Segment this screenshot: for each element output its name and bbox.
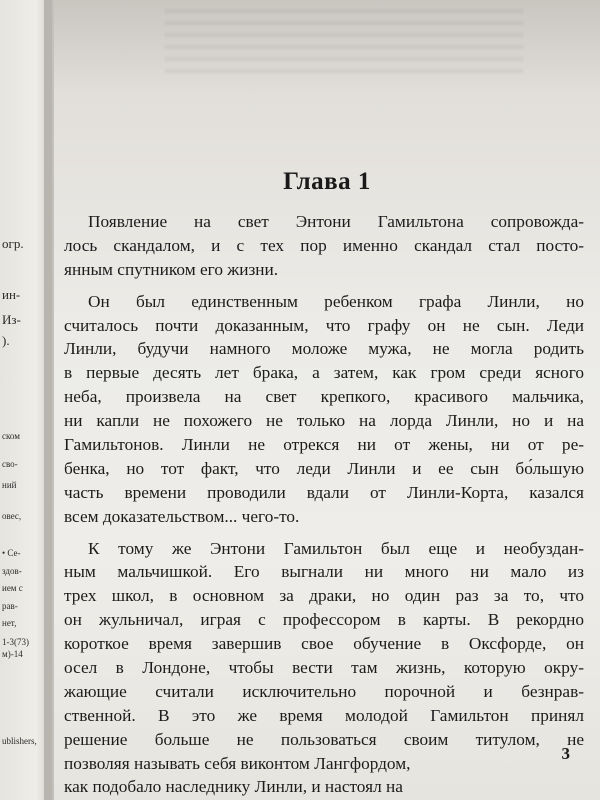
text-line: считалось почти доказанным, что графу он не сын. Леди [64, 315, 584, 335]
left-page-fragment: ском [2, 431, 20, 441]
left-page-fragment: огр. [2, 236, 24, 251]
text-line: решение больше не пользоваться своим титулом, не [64, 729, 584, 749]
text-line: янным спутником его жизни. [64, 259, 279, 279]
left-page-fragment: рав- [2, 601, 18, 611]
show-through-text [164, 0, 524, 90]
text-line: лось скандалом, и с тех пор именно скандал стал посто- [64, 235, 584, 255]
left-page-fragment: нет, [2, 618, 17, 628]
text-line: ственной. В это же время молодой Гамильтон принял [64, 705, 584, 725]
left-page-fragment: Из- [2, 312, 21, 327]
text-line: Линли, будучи намного моложе мужа, не могла родить [64, 339, 584, 359]
left-page-fragment: ний [2, 480, 17, 490]
paragraph-gap [64, 529, 584, 537]
text-line: бенка, но тот факт, что леди Линли и ее сын бо́льшую [64, 458, 584, 478]
text-line: ным мальчишкой. Его выгнали ни много ни мало из [64, 562, 584, 582]
text-line: как подобало наследнику Линли, и настоял на [64, 777, 403, 797]
text-line: позволяя называть себя виконтом Лангфордом, [64, 753, 411, 773]
text-line: в первые десять лет брака, а затем, как гром среди ясного [64, 363, 584, 383]
left-page-fragment: ). [2, 333, 10, 348]
text-line: неба, произвела на свет крепкого, красивого мальчика, [64, 387, 584, 407]
text-line: Появление на свет Энтони Гамильтона сопровожда- [88, 212, 584, 231]
text-line: жающие считали исключительно порочной и безнрав- [64, 681, 584, 701]
text-line: К тому же Энтони Гамильтон был еще и необуздан- [88, 538, 584, 558]
left-page-fragment: здов- [2, 566, 22, 576]
text-line: Он был единственным ребенком графа Линли, но [88, 291, 584, 311]
text-line: всем доказательством... чего-то. [64, 506, 300, 526]
book-page [54, 0, 600, 800]
body-text [64, 210, 584, 799]
left-page-fragment: сво- [2, 459, 18, 469]
text-line: он жульничал, играя с профессором в карты. В рекордно [64, 610, 584, 630]
left-page-fragment: овес, [2, 511, 22, 521]
left-page-fragment: ublishers, [2, 736, 37, 746]
left-page-fragment: • Се- [2, 548, 21, 558]
text-line: короткое время завершив свое обучение в Оксфорде, он [64, 634, 584, 654]
left-page-fragment: ием с [2, 583, 23, 593]
left-page-fragment: ин- [2, 287, 21, 302]
text-line: осел в Лондоне, чтобы вести там жизнь, которую окру- [64, 658, 584, 678]
text-line: ни капли не похожего не только на лорда Линли, но и на [64, 411, 584, 431]
text-line: часть времени проводили вдали от Линли-Корта, казался [64, 482, 584, 502]
paragraph-gap [64, 282, 584, 290]
left-page-fragment: 1-3(73) [2, 637, 29, 647]
text-line: Гамильтонов. Линли не отрекся ни от жены, ни от ре- [64, 435, 584, 455]
left-page-fragment: м)-14 [2, 649, 23, 659]
chapter-title: Глава 1 [283, 168, 371, 195]
text-line: трех школ, в основном за драки, но один раз за то, что [64, 586, 584, 606]
page-number: 3 [561, 744, 570, 763]
